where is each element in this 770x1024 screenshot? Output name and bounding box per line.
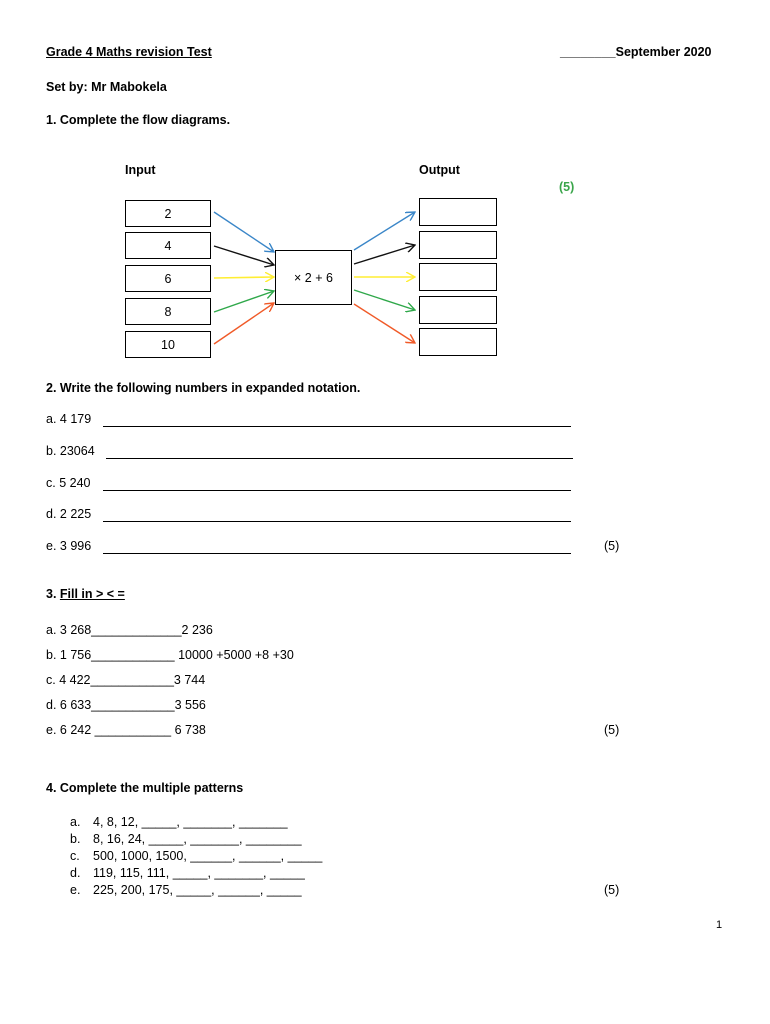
q4-item-letter: e. xyxy=(70,883,81,897)
output-box[interactable] xyxy=(419,263,497,291)
page-number: 1 xyxy=(716,919,723,931)
q3-heading-text: Fill in > < = xyxy=(59,587,125,601)
arrow-in-blue xyxy=(214,212,274,252)
q3-item: e. 6 242 ___________ 6 738 xyxy=(46,723,206,737)
input-box: 4 xyxy=(125,232,211,259)
arrow-out-black xyxy=(354,245,415,264)
test-title: Grade 4 Maths revision Test xyxy=(46,45,212,59)
output-box[interactable] xyxy=(419,328,497,356)
q2-item-label: e. 3 996 xyxy=(46,539,92,553)
q4-item-text: 225, 200, 175, _____, ______, _____ xyxy=(93,883,302,897)
output-label: Output xyxy=(419,163,460,177)
q2-item-label: d. 2 225 xyxy=(46,507,92,521)
q3-heading xyxy=(46,587,125,601)
output-box[interactable] xyxy=(419,198,497,226)
q4-item-letter: c. xyxy=(70,849,80,863)
q3-item: a. 3 268_____________2 236 xyxy=(46,623,213,637)
arrow-in-yellow xyxy=(214,277,274,278)
q3-item: d. 6 633____________3 556 xyxy=(46,698,206,712)
q2-item-label: b. 23064 xyxy=(46,444,95,458)
input-box: 10 xyxy=(125,331,211,358)
input-box: 6 xyxy=(125,265,211,292)
answer-line[interactable] xyxy=(103,521,571,522)
q2-marks: (5) xyxy=(604,539,620,553)
q3-heading-prefix: 3. xyxy=(46,587,60,601)
arrow-out-red xyxy=(354,304,415,343)
q2-item-label: c. 5 240 xyxy=(46,476,91,490)
input-label: Input xyxy=(125,163,156,177)
q1-marks: (5) xyxy=(559,180,575,194)
q3-item: c. 4 422____________3 744 xyxy=(46,673,206,687)
q2-heading-number: 2 xyxy=(46,381,53,395)
arrow-in-black xyxy=(214,246,274,265)
q4-heading: 4. Complete the multiple patterns xyxy=(46,781,244,795)
set-by: Set by: Mr Mabokela xyxy=(46,80,167,94)
q4-item-text: 500, 1000, 1500, ______, ______, _____ xyxy=(93,849,323,863)
answer-line[interactable] xyxy=(103,490,571,491)
answer-line[interactable] xyxy=(106,458,573,459)
q4-item-letter: d. xyxy=(70,866,81,880)
arrow-out-blue xyxy=(354,212,415,250)
operator-box: × 2 + 6 xyxy=(275,250,352,305)
q4-item-letter: b. xyxy=(70,832,81,846)
input-box: 8 xyxy=(125,298,211,325)
q4-marks: (5) xyxy=(604,883,620,897)
output-box[interactable] xyxy=(419,296,497,324)
q3-marks: (5) xyxy=(604,723,620,737)
test-date: ________September 2020 xyxy=(560,45,712,59)
q2-heading-text: . Write the following numbers in expanded notation. xyxy=(52,381,361,395)
input-box: 2 xyxy=(125,200,211,227)
q4-item-letter: a. xyxy=(70,815,81,829)
q4-item-text: 119, 115, 111, _____, _______, _____ xyxy=(93,866,305,880)
q1-heading: 1. Complete the flow diagrams. xyxy=(46,113,231,127)
q4-item-text: 4, 8, 12, _____, _______, _______ xyxy=(93,815,288,829)
answer-line[interactable] xyxy=(103,553,571,554)
output-box[interactable] xyxy=(419,231,497,259)
q2-item-label: a. 4 179 xyxy=(46,412,92,426)
q2-heading xyxy=(46,381,360,395)
arrow-out-green xyxy=(354,290,415,310)
answer-line[interactable] xyxy=(103,426,571,427)
q4-item-text: 8, 16, 24, _____, _______, ________ xyxy=(93,832,302,846)
q3-item: b. 1 756____________ 10000 +5000 +8 +30 xyxy=(46,648,294,662)
